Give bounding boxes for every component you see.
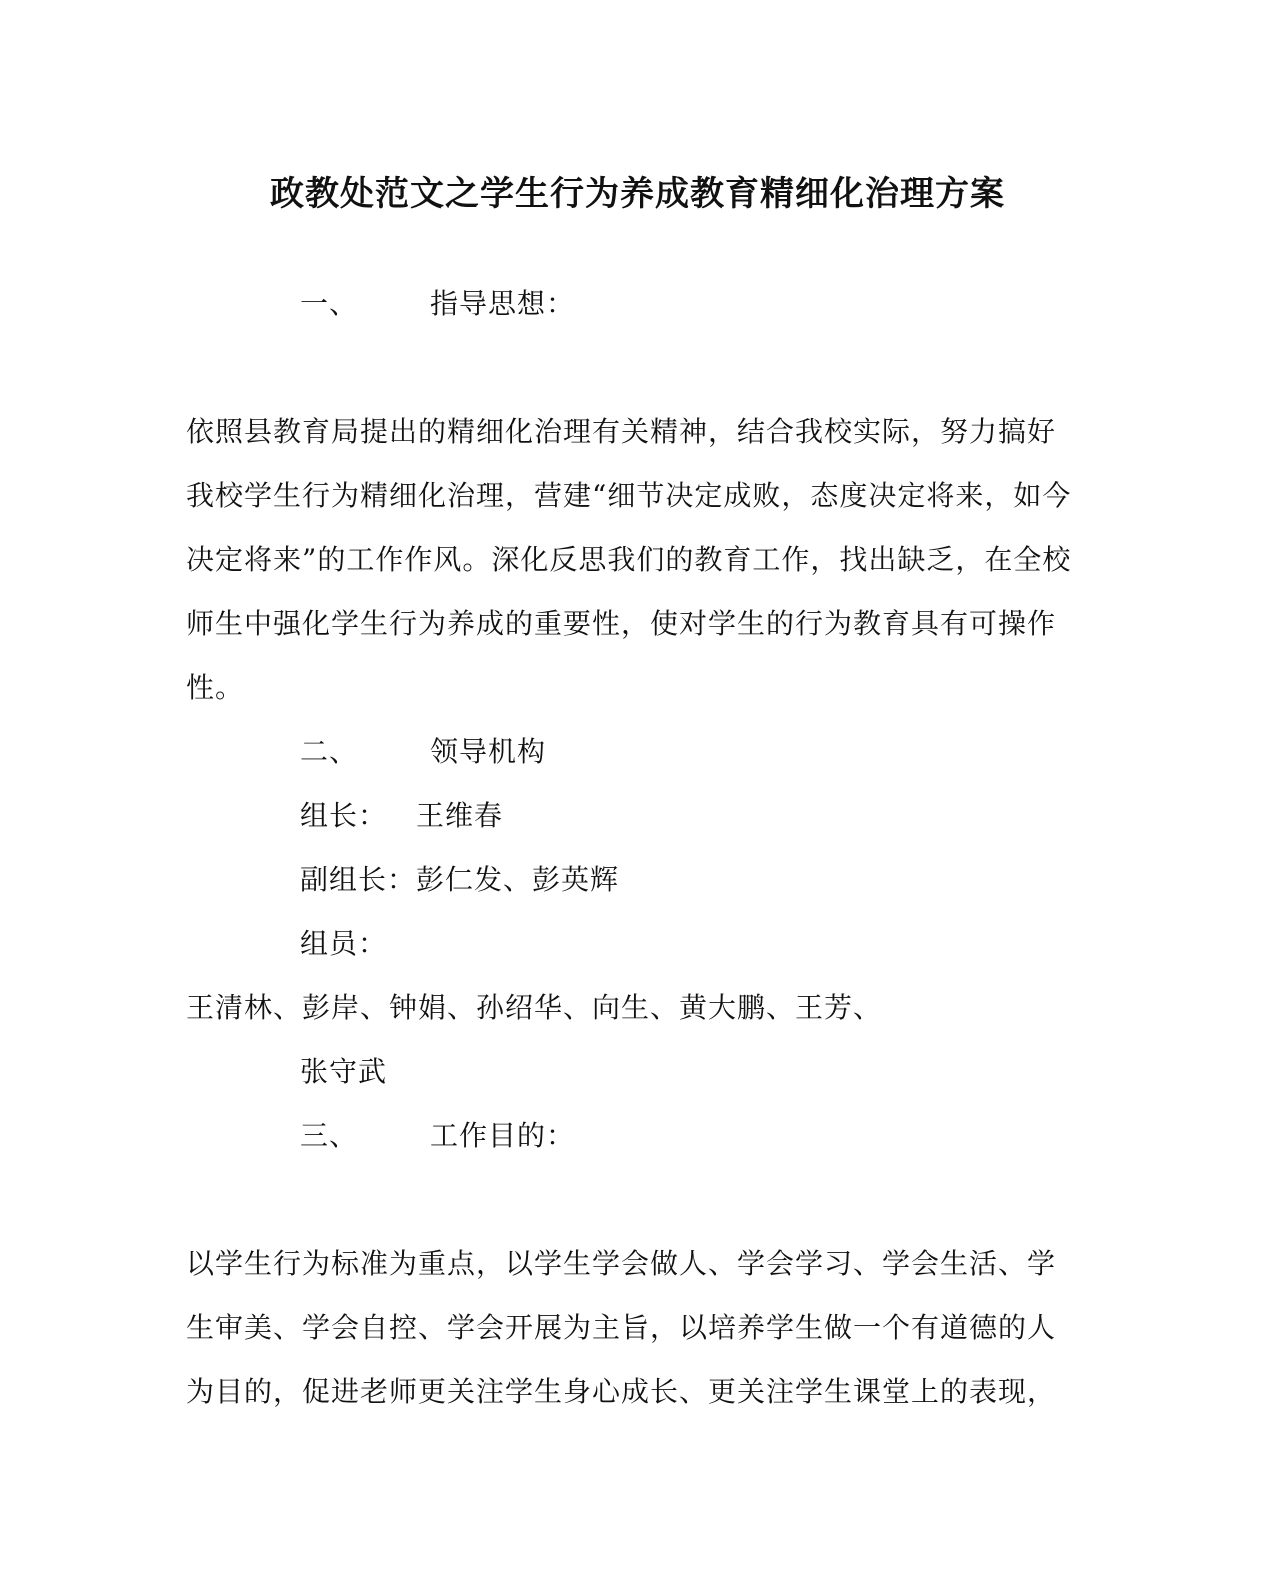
paragraph-line: 决定将来”的工作作风。深化反思我们的教育工作，找出缺乏，在全校 [186, 543, 1072, 576]
section-3-heading: 工作目的： [430, 1119, 576, 1152]
members-line: 张守武 [300, 1055, 388, 1088]
paragraph-line: 以学生行为标准为重点，以学生学会做人、学会学习、学会生活、学 [186, 1247, 1057, 1280]
paragraph-line: 依照县教育局提出的精细化治理有关精神，结合我校实际，努力搞好 [186, 415, 1057, 448]
paragraph-line: 我校学生行为精细化治理，营建“细节决定成败，态度决定将来，如今 [186, 479, 1072, 512]
paragraph-line: 为目的，促进老师更关注学生身心成长、更关注学生课堂上的表现， [186, 1375, 1057, 1408]
paragraph-line: 生审美、学会自控、学会开展为主旨，以培养学生做一个有道德的人 [186, 1311, 1057, 1344]
members-label: 组员： [300, 927, 388, 960]
section-2-number: 二、 [300, 735, 359, 768]
leader-value: 王维春 [416, 799, 504, 832]
section-3-number: 三、 [300, 1119, 359, 1152]
paragraph-line: 师生中强化学生行为养成的重要性，使对学生的行为教育具有可操作 [186, 607, 1057, 640]
paragraph-line: 性。 [186, 671, 245, 704]
section-1-number: 一、 [300, 287, 359, 320]
deputy-leaders: 副组长：彭仁发、彭英辉 [300, 863, 620, 896]
section-2-heading: 领导机构 [430, 735, 547, 768]
members-line: 王清林、彭岸、钟娟、孙绍华、向生、黄大鹏、王芳、 [186, 991, 883, 1024]
document-title: 政教处范文之学生行为养成教育精细化治理方案 [270, 174, 1005, 214]
section-1-heading: 指导思想： [430, 287, 576, 320]
leader-label: 组长： [300, 799, 388, 832]
